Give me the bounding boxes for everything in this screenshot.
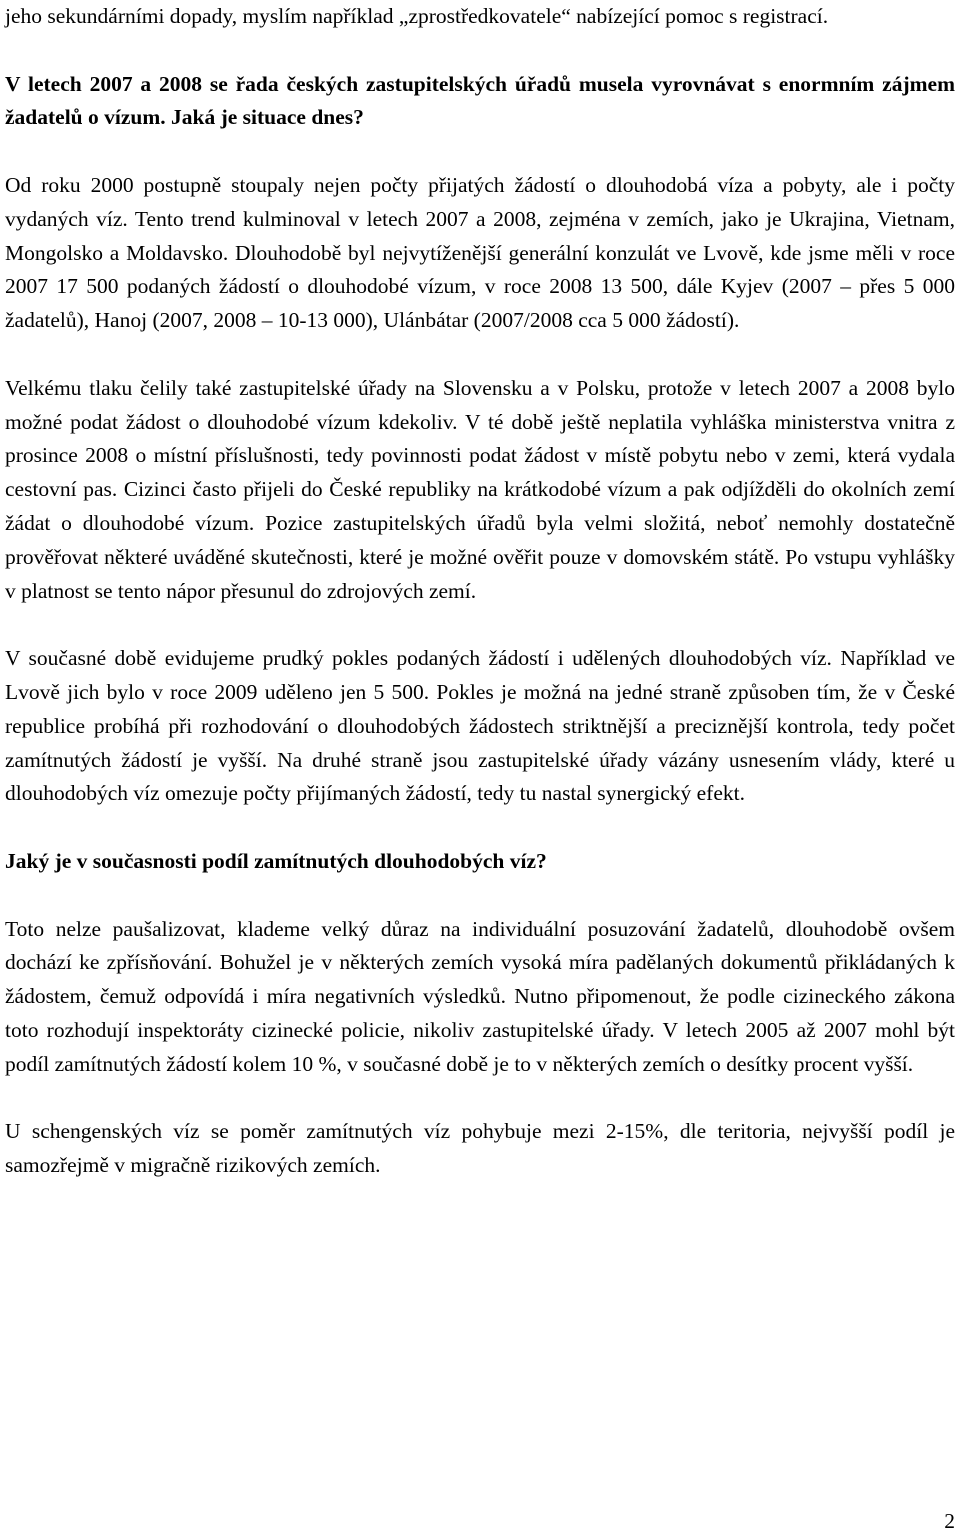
paragraph-answer: Velkému tlaku čelily také zastupitelské úřady na Slovensku a v Polsku, protože v letech 2007 a 2008 bylo možné podat žádost o dlouhodobé vízum kdekoliv. V té době ještě neplatila vyhláška ministerstva vnitra z prosince 2008 o místní příslušnosti, tedy povinnosti podat žádost v místě pobytu nebo v zemi, která vydala cestovní pas. Cizinci často přijeli do České republiky na krátkodobé vízum a pak odjížděli do okolních zemí žádat o dlouhodobé vízum. Pozice zastupitelských úřadů byla velmi složitá, neboť nemohly dostatečně prověřovat některé uváděné skutečnosti, které je možné ověřit pouze v domovském státě. Po vstupu vyhlášky v platnost se tento nápor přesunul do zdrojových zemí. (5, 375, 955, 603)
paragraph-intro-continuation: jeho sekundárními dopady, myslím například „zprostředkovatele“ nabízející pomoc s registrací. (5, 4, 829, 28)
paragraph-spacer (5, 1082, 955, 1116)
paragraph-answer: U schengenských víz se poměr zamítnutých víz pohybuje mezi 2-15%, dle teritoria, nejvyšší podíl je samozřejmě v migračně rizikových zemích. (5, 1119, 955, 1178)
paragraph-spacer (5, 811, 955, 845)
interview-question: V letech 2007 a 2008 se řada českých zastupitelských úřadů musela vyrovnávat s enormním zájmem žadatelů o vízum. Jaká je situace dnes? (5, 71, 955, 130)
paragraph-answer: Toto nelze paušalizovat, klademe velký důraz na individuální posuzování žadatelů, dlouhodobě ovšem dochází ke zpřísňování. Bohužel je v některých zemích vysoká míra padělaných dokumentů přikládaných k žádostem, čemuž odpovídá i míra negativních výsledků. Nutno připomenout, že podle cizineckého zákona toto rozhodují inspektoráty cizinecké policie, nikoliv zastupitelské úřady. V letech 2005 až 2007 mohl být podíl zamítnutých žádostí kolem 10 %, v současné době je to v některých zemích o desítky procent vyšší. (5, 916, 955, 1076)
paragraph-spacer (5, 608, 955, 642)
paragraph-answer: V současné době evidujeme prudký pokles podaných žádostí i udělených dlouhodobých víz. Například ve Lvově jich bylo v roce 2009 uděleno jen 5 500. Pokles je možná na jedné straně způsoben tím, že v České republice probíhá při rozhodování o dlouhodobých žádostech striktnější a preciznější kontrola, tedy počet zamítnutých žádostí je vyšší. Na druhé straně jsou zastupitelské úřady vázány usnesením vlády, které u dlouhodobých víz omezuje počty přijímaných žádostí, tedy tu nastal synergický efekt. (5, 646, 955, 806)
page-number: 2 (944, 1509, 955, 1533)
paragraph-spacer (5, 135, 955, 169)
paragraph-spacer (5, 879, 955, 913)
document-page (5, 0, 955, 1183)
paragraph-spacer (5, 338, 955, 372)
paragraph-spacer (5, 34, 955, 68)
interview-question: Jaký je v současnosti podíl zamítnutých dlouhodobých víz? (5, 848, 547, 873)
paragraph-answer: Od roku 2000 postupně stoupaly nejen počty přijatých žádostí o dlouhodobá víza a pobyty, ale i počty vydaných víz. Tento trend kulminoval v letech 2007 a 2008, zejména v zemích, jako je Ukrajina, Vietnam, Mongolsko a Moldavsko. Dlouhodobě byl nejvytíženější generální konzulát ve Lvově, kde jsme měli v roce 2007 17 500 podaných žádostí o dlouhodobé vízum, v roce 2008 13 500, dále Kyjev (2007 – přes 5 000 žadatelů), Hanoj (2007, 2008 – 10-13 000), Ulánbátar (2007/2008 cca 5 000 žádostí). (5, 172, 955, 333)
